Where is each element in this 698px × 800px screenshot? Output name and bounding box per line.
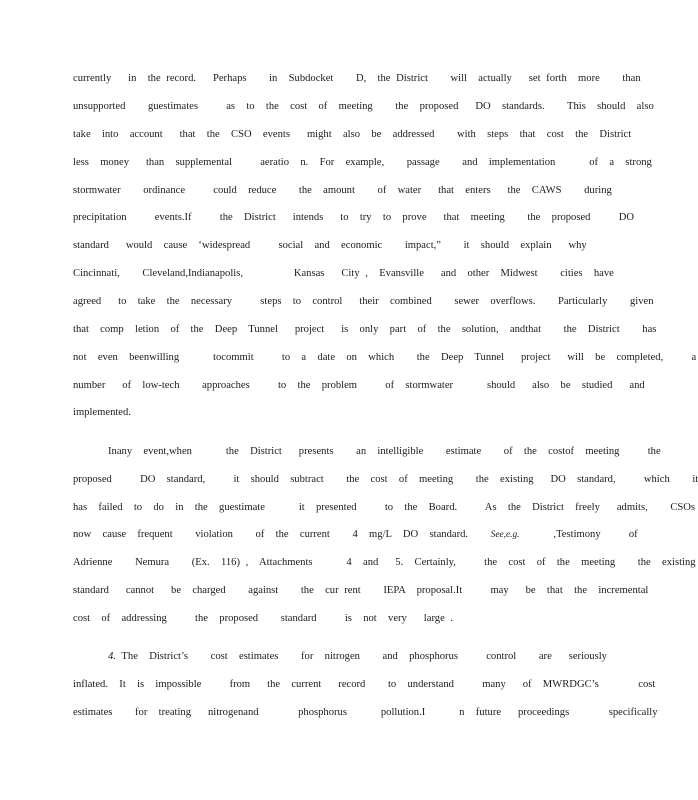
text-line [73, 528, 638, 542]
text-line: Adrienne Nemura (Ex. 116) , Attachments 4 and 5. Certainly, the cost of the meeting the existing [73, 557, 696, 568]
text-line: standard would cause ‘widespread social and economic impact,” it should explain why [73, 240, 587, 251]
text-line: currently in the record. Perhaps in Subdocket D, the District will actually set forth more than [73, 73, 641, 84]
paragraph-number: 4. [108, 651, 116, 662]
text-run: The District’s cost estimates for nitrogen and phosphorus control are seriously [121, 651, 607, 662]
text-line: not even beenwilling tocommit to a date on which the Deep Tunnel project will be completed, a [73, 352, 697, 363]
citation-signal: See,e.g. [490, 530, 520, 540]
text-line: has failed to do in the guestimate it presented to the Board. As the District freely admits, CSOs [73, 502, 696, 513]
text-run: ,Testimony of [553, 529, 638, 540]
text-line: agreed to take the necessary steps to control their combined sewer overflows. Particularly given [73, 296, 654, 307]
text-line: less money than supplemental aeratio n. For example, passage and implementation of a strong [73, 157, 652, 168]
text-line: standard cannot be charged against the cur rent IEPA proposal.It may be that the incremental [73, 585, 649, 596]
text-line: cost of addressing the proposed standard is not very large . [73, 613, 454, 624]
text-line: that comp letion of the Deep Tunnel project is only part of the solution, andthat the District has [73, 324, 657, 335]
text-line: Cincinnati, Cleveland,Indianapolis, Kansas City , Evansville and other Midwest cities have [73, 268, 614, 279]
text-line: take into account that the CSO events might also be addressed with steps that cost the District [73, 129, 632, 140]
text-line: Inany event,when the District presents an intelligible estimate of the costof meeting the [108, 446, 661, 457]
text-line: number of low-tech approaches to the problem of stormwater should also be studied and [73, 380, 645, 391]
text-line [108, 650, 607, 663]
text-line: stormwater ordinance could reduce the amount of water that enters the CAWS during [73, 185, 612, 196]
text-run: now cause frequent violation of the current 4 mg/L DO standard. [73, 529, 469, 540]
text-line: precipitation events.If the District intends to try to prove that meeting the proposed DO [73, 212, 635, 223]
text-line: estimates for treating nitrogenand phosphorus pollution.I n future proceedings specifically [73, 707, 658, 718]
text-line: proposed DO standard, it should subtract the cost of meeting the existing DO standard, which it [73, 474, 698, 485]
text-line: implemented. [73, 407, 131, 418]
text-line: inflated. It is impossible from the current record to understand many of MWRDGC’s cost [73, 679, 656, 690]
text-line: unsupported guestimates as to the cost of meeting the proposed DO standards. This should also [73, 101, 654, 112]
